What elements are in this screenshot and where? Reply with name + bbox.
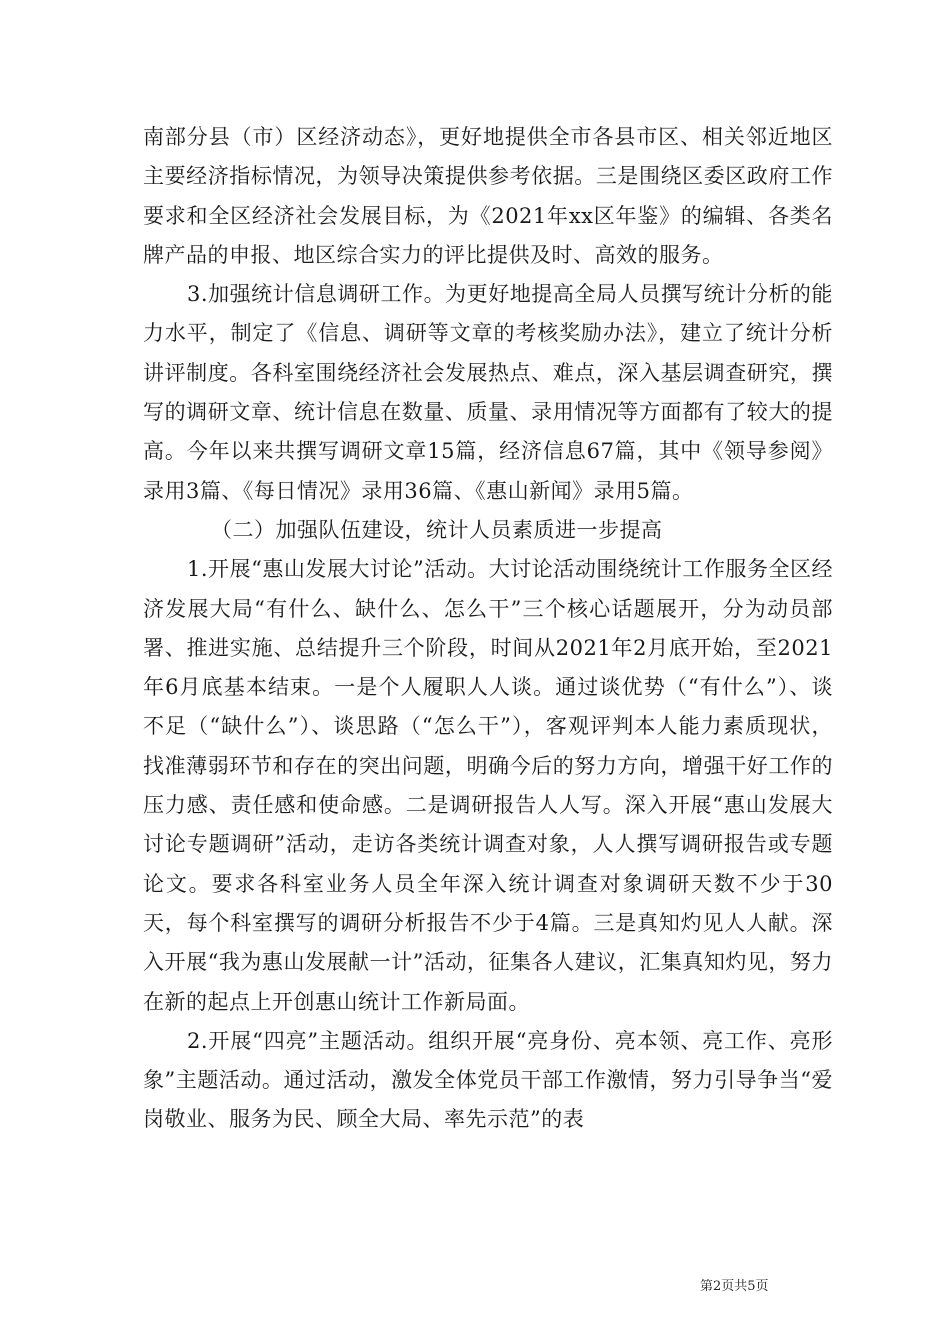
page-number-footer: 第2页共5页 bbox=[700, 1279, 769, 1294]
document-body bbox=[143, 118, 833, 1140]
paragraph-research-work: 3.加强统计信息调研工作。为更好地提高全局人员撰写统计分析的能力水平，制定了《信息、调研等文章的考核奖励办法》，建立了统计分析讲评制度。各科室围绕经济社会发展热点、难点，深入基层调查研究，撰写的调研文章、统计信息在数量、质量、录用情况等方面都有了较大的提高。今年以来共撰写调研文章15篇，经济信息67篇，其中《领导参阅》录用3篇、《每日情况》录用36篇、《惠山新闻》录用5篇。 bbox=[143, 282, 833, 503]
paragraph-continuation: 南部分县（市）区经济动态》，更好地提供全市各县市区、相关邻近地区主要经济指标情况，为领导决策提供参考依据。三是围绕区委区政府工作要求和全区经济社会发展目标，为《2021年xx区年鉴》的编辑、各类名牌产品的申报、地区综合实力的评比提供及时、高效的服务。 bbox=[143, 125, 833, 267]
section-heading-team-building: （二）加强队伍建设，统计人员素质进一步提高 bbox=[211, 517, 663, 542]
paragraph-discussion-activity: 1.开展“惠山发展大讨论”活动。大讨论活动围绕统计工作服务全区经济发展大局“有什么、缺什么、怎么干”三个核心话题展开，分为动员部署、推进实施、总结提升三个阶段，时间从2021年2月底开始，至2021年6月底基本结束。一是个人履职人人谈。通过谈优势（“有什么”）、谈不足（“缺什么”）、谈思路（“怎么干”），客观评判本人能力素质现状，找准薄弱环节和存在的突出问题，明确今后的努力方向，增强干好工作的压力感、责任感和使命感。二是调研报告人人写。深入开展“惠山发展大讨论专题调研”活动，走访各类统计调查对象，人人撰写调研报告或专题论文。要求各科室业务人员全年深入统计调查对象调研天数不少于30天，每个科室撰写的调研分析报告不少于4篇。三是真知灼见人人献。深入开展“我为惠山发展献一计”活动，征集各人建议，汇集真知灼见，努力在新的起点上开创惠山统计工作新局面。 bbox=[143, 557, 833, 1014]
paragraph-four-shine-activity: 2.开展“四亮”主题活动。组织开展“亮身份、亮本领、亮工作、亮形象”主题活动。通过活动，激发全体党员干部工作激情，努力引导争当“爱岗敬业、服务为民、顾全大局、率先示范”的表 bbox=[143, 1028, 833, 1132]
